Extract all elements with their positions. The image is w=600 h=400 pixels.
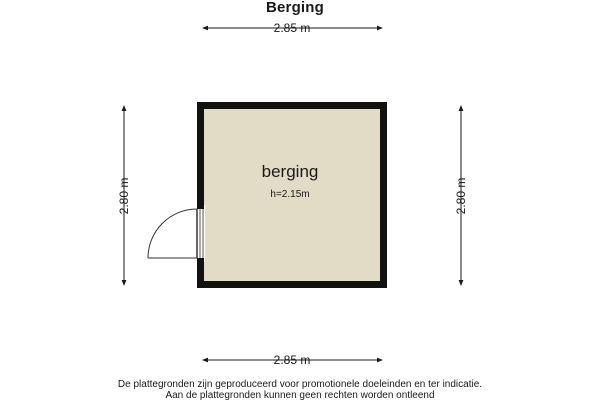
door-swing-arc <box>148 209 197 258</box>
dimension-label-right: 2.80 m <box>454 177 468 215</box>
dimension-right <box>454 108 468 283</box>
dimension-label-top: 2.85 m <box>273 21 311 35</box>
dimension-left <box>117 108 131 283</box>
room-berging <box>148 102 387 288</box>
dimension-label-left: 2.80 m <box>117 177 131 215</box>
dimension-label-bottom: 2.85 m <box>273 353 311 367</box>
door-jamb-bottom <box>197 258 204 262</box>
room-height-label: h=2.15m <box>270 189 310 200</box>
dimension-bottom <box>205 353 380 367</box>
disclaimer-line-2: Aan de plattegronden kunnen geen rechten worden ontleend <box>165 390 435 400</box>
dimension-top <box>205 21 380 35</box>
page-title: Berging <box>265 0 325 16</box>
disclaimer-line-1: De plattegronden zijn geproduceerd voor promotionele doeleinden en ter indicatie. <box>117 379 483 390</box>
room-name-label: berging <box>261 162 319 181</box>
door <box>148 209 197 258</box>
door-jamb-top <box>197 205 204 209</box>
